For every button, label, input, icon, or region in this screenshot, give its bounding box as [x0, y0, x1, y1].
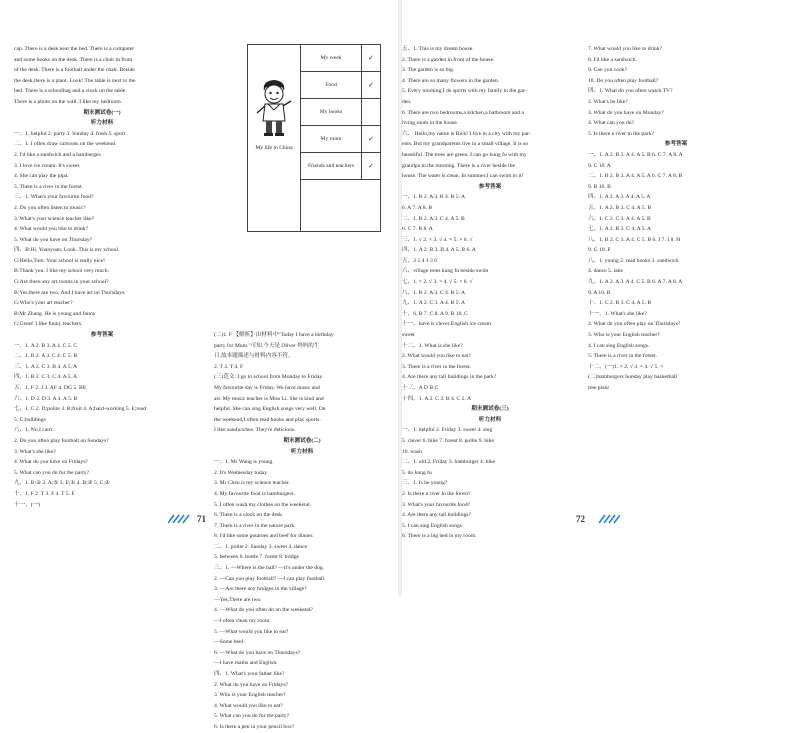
text-line: 8. I'd like some potatoes and beef for dinner. — [214, 533, 314, 540]
text-line: 5. clever 6. bike 7. forest 8. polite 9. bike — [402, 437, 494, 444]
text-line: 期末测试卷(三) — [471, 406, 509, 413]
text-line: the desk,there is a plant. Look! The table is next to the — [14, 77, 136, 84]
text-line: —I have maths and English. — [214, 660, 278, 667]
text-line: 八、1. No,I can't. — [14, 427, 55, 434]
text-line: 十一、(一) — [14, 501, 41, 508]
text-line: tree plant — [588, 385, 609, 391]
text-line: 6. C 7. B 8. A — [402, 226, 433, 233]
text-line: G:Hello,Tom. Your school is really nice! — [14, 257, 105, 264]
text-line: 十二、1. What is she like? — [402, 342, 463, 349]
table-caption: My life in China — [255, 145, 293, 151]
text-line: B:Mr Zhang. He is young and funny. — [14, 310, 97, 317]
text-line: 4. What can you do? — [588, 120, 635, 127]
text-line: 三、1. Is he young? — [402, 480, 448, 487]
text-line: 一、1. Mr Wang is young. — [214, 459, 274, 466]
text-line: 三、1. —Where is the ball? —It's under the dog. — [214, 565, 325, 572]
text-line: of the desk. There is a football under the chair. Beside — [14, 67, 135, 74]
text-line: 6. There are two bedrooms,a kitchen,a bathroom and a — [402, 109, 524, 116]
text-line: 一、1. A 2. B 3. A 4. A 5. B 6. C 7. A 8. A — [588, 151, 683, 158]
text-line: —Some beef. — [214, 639, 245, 646]
text-line: 六、village trees kung fu beside swim — [402, 268, 489, 275]
text-line: 3. What do you have on Monday? — [588, 109, 664, 116]
column-1 — [14, 44, 190, 510]
text-line: 一、1. B 2. A 3. B 4. B 5. A — [402, 194, 466, 201]
text-line: 2. There is a garden in front of the house. — [402, 56, 495, 63]
text-line: 6. —What do you have on Thursdays? — [214, 649, 301, 656]
table-row — [301, 45, 380, 72]
text-line: 6. There is a clock on the desk. — [214, 512, 284, 519]
text-line: 4. She can play the pipa. — [14, 173, 69, 180]
text-line: 5. between 6. bottle 7. forest 8. bridge — [214, 554, 299, 561]
text-line: 10. wash — [402, 448, 422, 455]
text-line: bed. There is a schoolbag and a clock on the table. — [14, 88, 127, 95]
text-line: 9. G 10. F — [588, 247, 611, 254]
text-line: 三、1. What's your favourite food? — [14, 194, 94, 201]
text-line: 3. I love ice cream. It's sweet. — [14, 162, 81, 169]
text-line: living room in the house. — [402, 120, 459, 127]
page-number-right: 72 — [576, 514, 585, 524]
text-line: 3. There is a river in the forest. — [402, 363, 472, 370]
row-label: My books — [301, 99, 362, 125]
text-line: party for Mum."可知,今天是 Oliver 妈妈的生 — [214, 342, 320, 349]
text-line: grandpa in the morning. There is a river beside the — [402, 162, 515, 169]
text-line: 三、1. √ 2. × 3. √ 4. × 5. × 6. √ — [402, 236, 473, 243]
text-line: 2. Do you often play football on Sundays? — [14, 437, 109, 444]
text-line: 四、B:Hi, Yuanyuan. Look. This is my school. — [14, 247, 120, 254]
text-line: 4. dance 5. lake — [588, 268, 623, 275]
boy-cartoon-illustration — [254, 77, 294, 139]
text-line: 8. I'd like a sandwich. — [588, 56, 637, 63]
text-line: 10. Do you often play football? — [588, 77, 659, 84]
text-line: 3. Who is your English teacher? — [214, 692, 286, 699]
table-row — [301, 126, 380, 153]
text-line: 9. Can you cook? — [588, 67, 628, 74]
text-line: 3. What's your science teacher like? — [14, 215, 95, 222]
row-label: My room — [301, 126, 362, 152]
text-line: 5. What can you do for the party? — [214, 713, 290, 720]
text-line: house. The water is clean. In summer,I can swim in it! — [402, 173, 524, 180]
text-line: 听力材料 — [478, 416, 502, 423]
text-line: 7. There is a river in the nature park. — [214, 522, 296, 529]
text-line: 四、1. B 2. C 3. C 4. A 5. A — [14, 374, 78, 381]
text-line: 六、1. D 2. D 3. A 4. A 5. B — [14, 395, 78, 402]
text-line: 5. I can sing English songs — [402, 522, 462, 529]
text-line: 十、1. C 2. B 3. C 4. A 5. B — [588, 300, 652, 307]
text-line: 六、1. C 2. C 3. A 4. A 5. B — [588, 215, 651, 222]
check-mark-icon: ✓ — [368, 81, 374, 89]
text-line: 二、1. I often draw cartoons on the weekend. — [14, 141, 117, 148]
text-line: (二)hamburgers Sunday play basketball — [588, 374, 677, 381]
text-line: 2. What do you have on Fridays? — [214, 681, 288, 688]
text-line: 日,故本题描述与材料内容不符。 — [214, 353, 294, 360]
text-line: 四、1. A 2. A 3. A 4. A 5. A — [588, 194, 651, 201]
text-line: 4. What would you like to eat? — [214, 702, 283, 709]
picture-cell — [248, 45, 301, 231]
row-label: Friends and teachers — [301, 153, 362, 179]
text-line: 参考答案 — [478, 183, 502, 190]
text-line: 一、1. helpful 2. party 3. Sunday 4. fresh 5. sport — [14, 130, 126, 137]
text-line: 八、1. B 2. C 3. A 4. C 5. B 6. J 7. I 8. H — [588, 236, 681, 243]
text-line: 六、 Hello,my name is Rick! I live in a city with my par- — [402, 130, 531, 137]
text-line: beautiful. The trees are green. I can go kung fu with my — [402, 151, 527, 158]
text-line: ents. But my grandparents live in a small village. It is so — [402, 141, 528, 148]
text-line: 2. It's Wednesday today. — [214, 469, 268, 476]
text-line: sweet — [402, 332, 415, 339]
text-line: 2. Is there a river in the forest? — [402, 490, 471, 497]
text-line: 五、1. A 2. B 3. C 4. A 5. B — [588, 204, 652, 211]
text-line: 十三、A D B C — [402, 385, 439, 391]
text-line: 5. —What would you like to eat? — [214, 628, 289, 635]
text-line: 6. A 7. A 8. B — [402, 204, 433, 211]
stripe-ornament-icon — [592, 514, 620, 524]
text-line: 八、1. young 2. read books 3. sandwich — [588, 257, 679, 264]
text-line: 期末测试卷(二) — [283, 437, 321, 444]
text-line: (三)范文: I go to school from Monday to Friday. — [214, 374, 324, 381]
text-line: B:Yes,there are two. And I have art on Thursdays. — [14, 289, 126, 296]
text-line: and some books on the desk. There is a chair in front — [14, 56, 133, 63]
text-line: 十、1. F 2. T 3. F 4. T 5. F — [14, 490, 75, 497]
text-line: 2. Do you often listen to music? — [14, 204, 86, 211]
table-row — [301, 72, 380, 99]
text-line: 4. My favourite food is hamburgers. — [214, 490, 295, 497]
text-line: 3. Mr Chen is my science teacher. — [214, 480, 290, 487]
text-line: There is a photo on the wall. I like my bedroom. — [14, 98, 123, 105]
text-line: helpful. She can sing English songs very well. On — [214, 406, 326, 413]
text-line: —I often clean my room. — [214, 618, 271, 625]
text-line: 3. What's your favourite food? — [402, 501, 471, 508]
text-line: art. My music teacher is Miss Li. She is kind and — [214, 395, 324, 402]
row-label: My week — [301, 45, 362, 71]
text-line: 5. do kung fu — [402, 469, 432, 476]
text-line: 2. What's he like? — [588, 98, 628, 105]
text-line: 4. Are there any tall buildings in the park? — [402, 374, 497, 381]
text-line: 3. The garden is so big. — [402, 67, 455, 74]
text-line: G:Are there any art rooms in your school? — [14, 279, 109, 286]
text-line: 十四、1. A 2. C 3. B 4. C 5. A — [402, 395, 471, 402]
text-line: 3. —Are there any bridges in the village? — [214, 586, 307, 593]
text-line: 9. A 10. B — [588, 289, 611, 296]
text-line: 4. What would you like to drink? — [14, 226, 89, 233]
column-3 — [402, 44, 578, 542]
text-line: 5. There is a river in the forest. — [588, 353, 658, 360]
text-line: 五、1. This is my dream house. — [402, 46, 474, 52]
text-line: 七、1. A 2. B 3. C 4. A 5. A — [588, 226, 652, 233]
text-line: 6. There is a big bed in my room. — [402, 533, 477, 540]
text-line: 二、1. polite 2. Sunday 3. sweet 4. dance — [214, 543, 308, 550]
text-line: 4. There are so many flowers in the garden. — [402, 77, 500, 84]
text-line: 4. What do you have on Fridays? — [14, 459, 88, 466]
check-mark-icon — [362, 99, 380, 125]
text-line: 9. B 10. B — [588, 183, 611, 190]
text-line: B:Thank you. I like my school very much. — [14, 268, 109, 275]
text-line: 4. —What do you often do on the weekend? — [214, 607, 313, 614]
text-line: 十二、(一)1. × 2. √ 3. × 4. √ 5. × — [588, 363, 664, 370]
text-line: —Yes,There are two. — [214, 596, 262, 603]
text-line: 4. I can sing English songs. — [588, 342, 650, 349]
text-line: I like sandwiches. They're delicious. — [214, 427, 296, 434]
text-line: 7. What would you like to drink? — [588, 46, 663, 52]
column-2 — [214, 330, 390, 733]
text-line: 二、1. B 2. B 3. A 4. A 5. A 6. C 7. A 8. B — [588, 173, 683, 180]
text-line: 四、1. What do you often watch TV? — [588, 88, 673, 95]
text-line: the weekend,I often read books and play sports. — [214, 416, 321, 423]
text-line: 五、1. F 2. J 3. AF 4. DG 5. BE — [14, 385, 87, 391]
stripe-ornament-icon — [168, 514, 196, 524]
text-line: 2. —Can you play football? —I can play football. — [214, 575, 326, 582]
text-line: 十一、have is clever English ice cream — [402, 321, 492, 328]
check-mark-icon: ✓ — [368, 54, 374, 62]
text-line: 2. What would you like to eat? — [402, 353, 471, 360]
text-line: G:Who's your art teacher? — [14, 300, 73, 307]
text-line: 3. What's she like? — [14, 448, 56, 455]
text-line: 九、1. B;② 2. A;⑤ 3. E;① 4. B;③ 5. C;② — [14, 480, 110, 487]
text-line: 2. T 3. T 4. F — [214, 363, 244, 370]
text-line: 9. C 10. A — [588, 162, 611, 169]
text-line: 八、1. B 2. A 3. C 4. B 5. A — [402, 289, 466, 296]
text-line: My favourite day is Friday. We have music and — [214, 384, 320, 391]
text-line: 3. Who is your English teacher? — [588, 332, 660, 339]
text-line: 五、2 5 4 1 3 6 — [402, 257, 437, 264]
table-row — [301, 99, 380, 126]
text-line: 九、1. A 2. C 3. A 4. B 5. A — [402, 300, 466, 307]
text-line: 十、6. B 7. C 8. A 9. B 10. C — [402, 310, 468, 317]
text-line: 一、1. A 2. B 3. A 4. C 5. C — [14, 342, 78, 349]
text-line: den. — [402, 98, 412, 105]
text-line: G:Great! I like funny teachers. — [14, 321, 83, 328]
text-line: 听力材料 — [90, 120, 114, 127]
text-line: 七、1. × 2. √ 3. × 4. √ 5. × 6. √ — [402, 279, 473, 286]
text-line: 九、1. A 2. A 3. A 4. C 5. B 6. A 7. A 8. A — [588, 279, 683, 286]
check-mark-icon: ✓ — [368, 135, 374, 143]
text-line: (二)1. F 【解析】由材料中"Today I have a birthday — [214, 332, 334, 338]
my-life-table — [247, 44, 381, 232]
text-line: 四、1. A 2. B 3. B 4. A 5. B 6. A — [402, 247, 476, 254]
text-line: 5. There is a river in the forest. — [14, 183, 84, 190]
text-line: cap. There is a desk near the bed. There is a computer — [14, 46, 135, 52]
text-line: 6. Is there a pen in your pencil box? — [214, 723, 295, 730]
text-line: 参考答案 — [664, 141, 688, 148]
text-line: 5. What do you have on Thursday? — [14, 236, 93, 243]
text-line: 5. Is there a river in the park? — [588, 130, 654, 137]
page-number-left: 71 — [197, 514, 206, 524]
text-line: 二、1. old 2. Friday 3. hamburger 4. bike — [402, 459, 496, 466]
text-line: 三、1. A 2. C 3. B 4. A 5. A — [14, 363, 78, 370]
text-line: 5. C;buildings — [14, 416, 46, 423]
text-line: 4. Are there any tall buildings? — [402, 512, 471, 519]
column-4 — [588, 44, 764, 394]
text-line: 参考答案 — [90, 332, 114, 339]
text-line: 二、1. B 2. A 3. C 4. A 5. B — [402, 215, 465, 222]
text-line: 听力材料 — [290, 448, 314, 455]
text-line: 2. I'd like a sandwich and a hamburger. — [14, 151, 102, 158]
text-line: 十一、1. What's she like? — [588, 310, 647, 317]
text-line: 二、1. B 2. A 3. C 4. C 5. B — [14, 353, 78, 360]
row-label: Food — [301, 72, 362, 98]
text-line: 一、1. helpful 2. Friday 3. sweet 4. sing — [402, 427, 493, 434]
text-line: 七、1. C 2. D;polite 3. B;fruit 4. A;hard-working 5. E;read — [14, 406, 147, 413]
text-line: 期末测试卷(一) — [83, 109, 121, 116]
text-line: 四、1. What's your father like? — [214, 671, 285, 677]
table-row — [301, 153, 380, 180]
text-line: 5. I often wash my clothes on the weekend. — [214, 501, 311, 508]
text-line: 5. Every morning,I do sports with my family in the gar- — [402, 88, 527, 95]
text-line: 5. What can you do for the party? — [14, 469, 90, 476]
text-line: 2. What do you often play on Thursdays? — [588, 321, 681, 328]
check-mark-icon: ✓ — [368, 162, 374, 170]
